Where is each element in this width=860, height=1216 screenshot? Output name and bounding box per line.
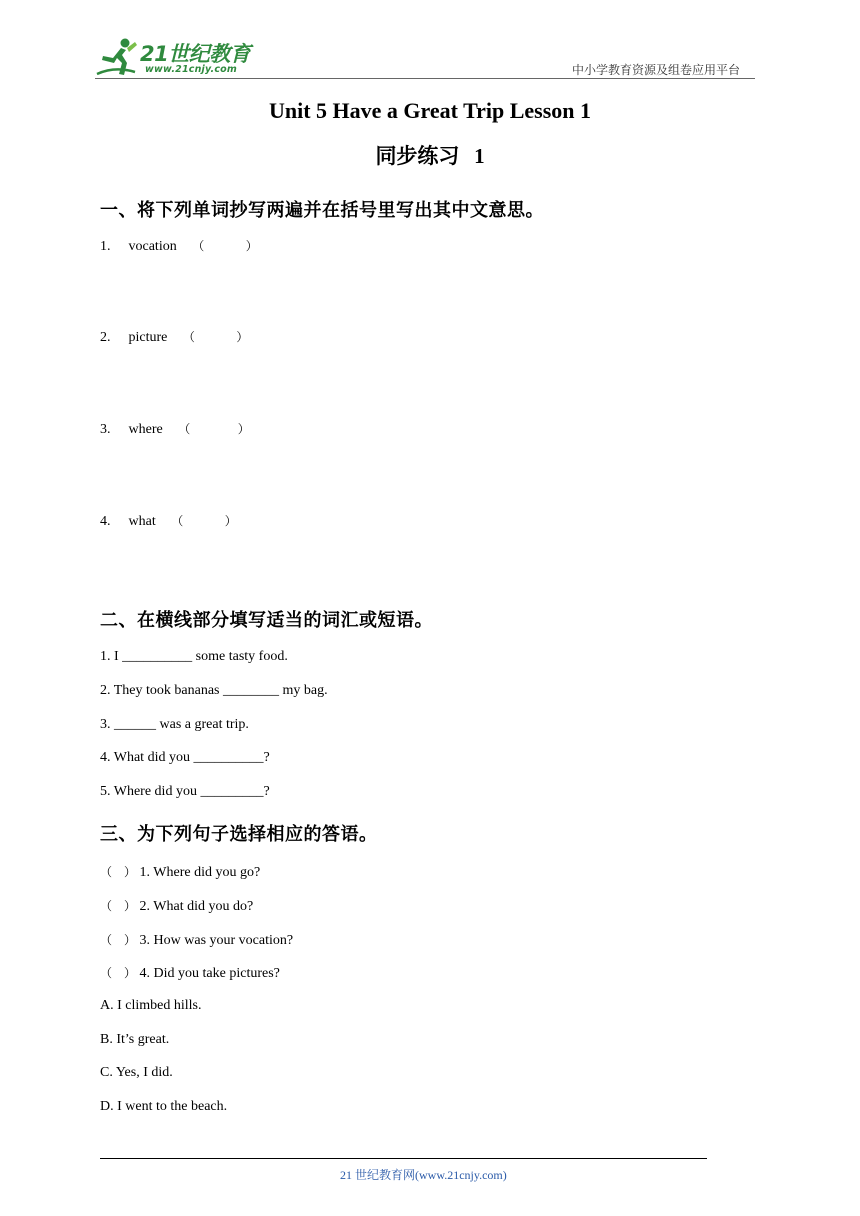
footer-link[interactable]: 21 世纪教育网(www.21cnjy.com) xyxy=(340,1168,507,1182)
match-question xyxy=(100,964,280,982)
word-item xyxy=(100,237,258,255)
header-divider xyxy=(95,78,755,79)
answer-option: A. I climbed hills. xyxy=(100,998,202,1013)
word-text: vocation xyxy=(128,239,177,254)
question-text: 3. How was your vocation? xyxy=(139,933,294,948)
section3-heading: 三、为下列句子选择相应的答语。 xyxy=(100,824,378,845)
site-logo xyxy=(95,36,265,78)
answer-option: D. I went to the beach. xyxy=(100,1099,228,1114)
paren-open: （ xyxy=(182,330,195,344)
paren-close: ） xyxy=(237,422,250,436)
footer-divider xyxy=(100,1158,707,1159)
paren-open: （ xyxy=(100,933,113,947)
paren-open: （ xyxy=(100,899,113,913)
page-subtitle xyxy=(0,140,860,170)
section1-heading: 一、将下列单词抄写两遍并在括号里写出其中文意思。 xyxy=(100,200,544,221)
logo-text: 21世纪教育 xyxy=(140,42,251,66)
paren-close: ） xyxy=(224,514,237,528)
word-item xyxy=(100,420,250,438)
answer-option: C. Yes, I did. xyxy=(100,1065,173,1080)
paren-open: （ xyxy=(178,422,191,436)
paren-close: ） xyxy=(245,239,258,253)
word-number: 2. xyxy=(100,330,111,345)
logo-url: www.21cnjy.com xyxy=(145,64,237,75)
match-question xyxy=(100,863,260,881)
question-text: 1. Where did you go? xyxy=(139,865,261,880)
paren-open: （ xyxy=(100,966,113,980)
word-item xyxy=(100,512,237,530)
paren-close: ） xyxy=(124,899,137,913)
paren-close: ） xyxy=(236,330,249,344)
paren-open: （ xyxy=(171,514,184,528)
word-text: where xyxy=(128,422,163,437)
word-number: 4. xyxy=(100,514,111,529)
section2-heading: 二、在横线部分填写适当的词汇或短语。 xyxy=(100,610,433,631)
fill-blank-item: 5. Where did you _________? xyxy=(100,784,270,799)
paren-open: （ xyxy=(192,239,205,253)
fill-blank-item: 1. I __________ some tasty food. xyxy=(100,649,288,664)
header-platform-text: 中小学教育资源及组卷应用平台 xyxy=(572,63,741,77)
word-text: picture xyxy=(128,330,168,345)
match-question xyxy=(100,897,253,915)
answer-option: B. It’s great. xyxy=(100,1032,170,1047)
question-text: 4. Did you take pictures? xyxy=(139,966,280,981)
page-title: Unit 5 Have a Great Trip Lesson 1 xyxy=(268,98,592,123)
word-number: 3. xyxy=(100,422,111,437)
paren-close: ） xyxy=(124,933,137,947)
word-item xyxy=(100,328,248,346)
subtitle-number: 1 xyxy=(474,144,485,168)
match-question xyxy=(100,931,293,949)
subtitle-text: 同步练习 xyxy=(375,144,460,168)
question-text: 2. What did you do? xyxy=(139,899,254,914)
paren-close: ） xyxy=(124,966,137,980)
fill-blank-item: 3. ______ was a great trip. xyxy=(100,717,249,732)
runner-logo-icon xyxy=(95,36,139,78)
paren-close: ） xyxy=(124,865,137,879)
fill-blank-item: 2. They took bananas ________ my bag. xyxy=(100,683,328,698)
fill-blank-item: 4. What did you __________? xyxy=(100,750,270,765)
paren-open: （ xyxy=(100,865,113,879)
word-text: what xyxy=(128,514,156,529)
word-number: 1. xyxy=(100,239,111,254)
